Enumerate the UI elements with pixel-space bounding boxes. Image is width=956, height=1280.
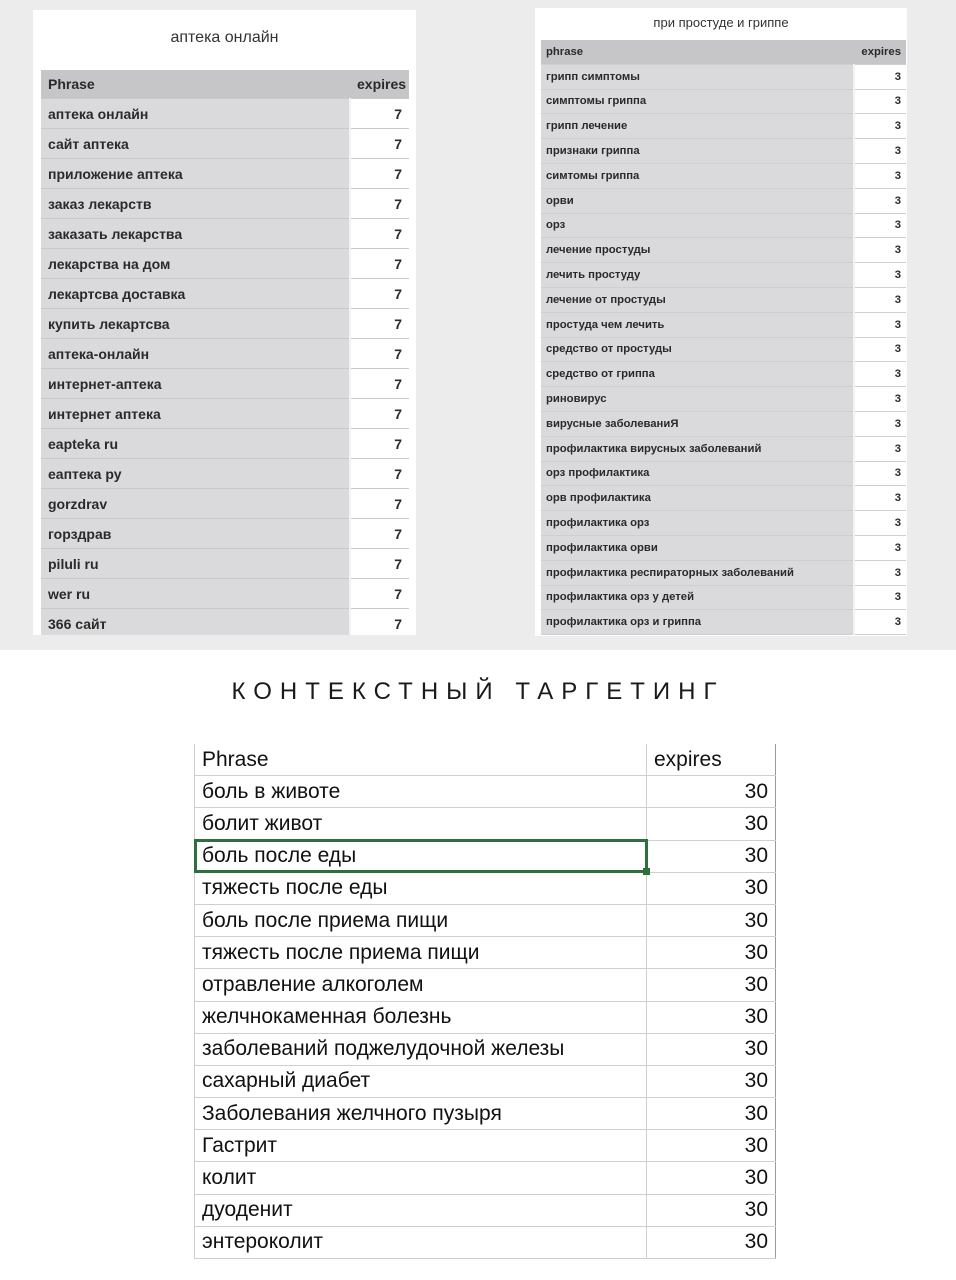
phrase-cell[interactable]: колит	[195, 1162, 647, 1194]
table-row	[195, 1130, 776, 1162]
expires-cell[interactable]: 3	[854, 486, 906, 511]
expires-cell[interactable]: 3	[854, 114, 906, 139]
table-row	[41, 369, 409, 399]
phrase-cell[interactable]: тяжесть после еды	[195, 872, 647, 904]
phrase-cell[interactable]: грипп симптомы	[541, 64, 854, 89]
phrase-cell[interactable]: средство от простуды	[541, 337, 854, 362]
expires-cell[interactable]: 30	[647, 1065, 776, 1097]
table-row	[541, 64, 906, 89]
table-row	[41, 339, 409, 369]
expires-cell[interactable]: 7	[350, 279, 409, 309]
phrase-cell[interactable]: профилактика орз и гриппа	[541, 610, 854, 635]
expires-cell[interactable]: 3	[854, 337, 906, 362]
column-header-phrase: Phrase	[41, 70, 350, 99]
expires-cell[interactable]: 7	[350, 549, 409, 579]
phrase-cell[interactable]: орз профилактика	[541, 461, 854, 486]
table-row	[41, 309, 409, 339]
expires-cell[interactable]: 7	[350, 249, 409, 279]
phrase-cell[interactable]: Гастрит	[195, 1130, 647, 1162]
table-row	[41, 549, 409, 579]
table-row	[195, 904, 776, 936]
phrase-cell[interactable]: заболеваний поджелудочной железы	[195, 1033, 647, 1065]
table-row	[41, 459, 409, 489]
table-row	[195, 872, 776, 904]
phrase-cell[interactable]: Заболевания желчного пузыря	[195, 1098, 647, 1130]
phrase-cell[interactable]: боль после еды	[195, 840, 647, 872]
table-row	[41, 519, 409, 549]
selection-fill-handle[interactable]	[643, 868, 650, 875]
expires-cell[interactable]: 7	[350, 99, 409, 129]
phrase-cell[interactable]: отравление алкоголем	[195, 969, 647, 1001]
table-row	[541, 89, 906, 114]
table-row	[541, 461, 906, 486]
table-row	[195, 937, 776, 969]
table-row	[195, 808, 776, 840]
expires-cell[interactable]: 3	[854, 387, 906, 412]
table-row	[541, 387, 906, 412]
expires-cell[interactable]: 30	[647, 1226, 776, 1258]
table-row	[41, 399, 409, 429]
expires-cell[interactable]: 3	[854, 238, 906, 263]
phrase-cell[interactable]: купить лекартсва	[41, 309, 350, 339]
table-header-row	[41, 70, 409, 99]
table-row	[195, 840, 776, 872]
expires-cell[interactable]: 7	[350, 489, 409, 519]
table-row	[541, 114, 906, 139]
expires-cell[interactable]: 7	[350, 339, 409, 369]
phrase-cell[interactable]: лекарства на дом	[41, 249, 350, 279]
phrase-cell[interactable]: горздрав	[41, 519, 350, 549]
expires-cell[interactable]: 7	[350, 399, 409, 429]
table-row	[41, 129, 409, 159]
context-targeting-panel	[0, 650, 956, 1280]
expires-cell[interactable]: 7	[350, 579, 409, 609]
expires-cell[interactable]: 3	[854, 511, 906, 536]
expires-cell[interactable]: 3	[854, 461, 906, 486]
phrase-cell[interactable]: интернет аптека	[41, 399, 350, 429]
expires-cell[interactable]: 3	[854, 287, 906, 312]
table-row	[41, 609, 409, 636]
table-row	[541, 188, 906, 213]
phrase-cell[interactable]: лечение простуды	[541, 238, 854, 263]
expires-cell[interactable]: 3	[854, 560, 906, 585]
phrase-cell[interactable]: средство от гриппа	[541, 362, 854, 387]
phrase-cell[interactable]: заказ лекарств	[41, 189, 350, 219]
section-heading: КОНТЕКСТНЫЙ ТАРГЕТИНГ	[231, 678, 725, 705]
table-row	[541, 411, 906, 436]
phrase-cell[interactable]: профилактика орз у детей	[541, 585, 854, 610]
table-row	[541, 287, 906, 312]
table-row	[541, 263, 906, 288]
table-row	[541, 486, 906, 511]
expires-cell[interactable]: 7	[350, 519, 409, 549]
table-row	[195, 1226, 776, 1258]
phrase-cell[interactable]: gorzdrav	[41, 489, 350, 519]
table-row	[195, 1194, 776, 1226]
phrase-cell[interactable]: риновирус	[541, 387, 854, 412]
table-row	[195, 1162, 776, 1194]
table-header-row	[541, 40, 906, 64]
table-row	[41, 579, 409, 609]
phrase-cell[interactable]: piluli ru	[41, 549, 350, 579]
expires-cell[interactable]: 30	[647, 1162, 776, 1194]
spreadsheet-table	[194, 744, 776, 1259]
phrase-cell[interactable]: дуоденит	[195, 1194, 647, 1226]
right-table	[541, 40, 906, 635]
expires-cell[interactable]: 30	[647, 904, 776, 936]
column-header-phrase: phrase	[541, 40, 854, 64]
phrase-cell[interactable]: энтероколит	[195, 1226, 647, 1258]
table-row	[41, 489, 409, 519]
expires-cell[interactable]: 3	[854, 312, 906, 337]
expires-cell[interactable]: 7	[350, 369, 409, 399]
expires-cell[interactable]: 3	[854, 411, 906, 436]
expires-cell[interactable]: 3	[854, 362, 906, 387]
phrase-cell[interactable]: простуда чем лечить	[541, 312, 854, 337]
expires-cell[interactable]: 7	[350, 159, 409, 189]
table-row	[41, 279, 409, 309]
phrase-cell[interactable]: лекартсва доставка	[41, 279, 350, 309]
phrase-cell[interactable]: боль в животе	[195, 776, 647, 808]
phrase-cell[interactable]: сахарный диабет	[195, 1065, 647, 1097]
phrase-cell[interactable]: профилактика вирусных заболеваний	[541, 436, 854, 461]
table-header-row	[195, 744, 776, 776]
table-row	[41, 159, 409, 189]
expires-cell[interactable]: 30	[647, 969, 776, 1001]
table-row	[41, 249, 409, 279]
table-row	[195, 1001, 776, 1033]
phrase-cell[interactable]: лечение от простуды	[541, 287, 854, 312]
table-row	[195, 776, 776, 808]
expires-cell[interactable]: 3	[854, 89, 906, 114]
expires-cell[interactable]: 30	[647, 937, 776, 969]
phrase-cell[interactable]: боль после приема пищи	[195, 904, 647, 936]
expires-cell[interactable]: 3	[854, 163, 906, 188]
expires-cell[interactable]: 30	[647, 1130, 776, 1162]
table-row	[541, 213, 906, 238]
expires-cell[interactable]: 3	[854, 535, 906, 560]
phrase-cell[interactable]: профилактика орви	[541, 535, 854, 560]
table-row	[541, 139, 906, 164]
left-table-title: аптека онлайн	[170, 29, 279, 46]
phrase-cell[interactable]: грипп лечение	[541, 114, 854, 139]
phrase-cell[interactable]: тяжесть после приема пищи	[195, 937, 647, 969]
table-row	[41, 429, 409, 459]
phrase-cell[interactable]: профилактика респираторных заболеваний	[541, 560, 854, 585]
table-row	[541, 337, 906, 362]
phrase-cell[interactable]: вирусные заболеваниЯ	[541, 411, 854, 436]
table-row	[41, 99, 409, 129]
left-table-panel	[33, 10, 416, 635]
table-row	[541, 560, 906, 585]
phrase-cell[interactable]: лечить простуду	[541, 263, 854, 288]
phrase-cell[interactable]: сайт аптека	[41, 129, 350, 159]
phrase-cell[interactable]: wer ru	[41, 579, 350, 609]
table-row	[195, 1033, 776, 1065]
expires-cell[interactable]: 7	[350, 609, 409, 636]
table-row	[541, 511, 906, 536]
phrase-cell[interactable]: eapteka ru	[41, 429, 350, 459]
right-table-panel	[535, 8, 907, 636]
left-table	[41, 70, 409, 635]
phrase-cell[interactable]: орз	[541, 213, 854, 238]
expires-cell[interactable]: 3	[854, 213, 906, 238]
phrase-cell[interactable]: еаптека ру	[41, 459, 350, 489]
phrase-cell[interactable]: симтомы гриппа	[541, 163, 854, 188]
table-row	[541, 163, 906, 188]
phrase-cell[interactable]: болит живот	[195, 808, 647, 840]
phrase-cell[interactable]: 366 сайт	[41, 609, 350, 636]
phrase-cell[interactable]: профилактика орз	[541, 511, 854, 536]
expires-cell[interactable]: 30	[647, 776, 776, 808]
table-row	[41, 189, 409, 219]
table-row	[195, 1098, 776, 1130]
expires-cell[interactable]: 3	[854, 64, 906, 89]
expires-cell[interactable]: 7	[350, 459, 409, 489]
phrase-cell[interactable]: интернет-аптека	[41, 369, 350, 399]
column-header-phrase[interactable]: Phrase	[195, 744, 647, 776]
expires-cell[interactable]: 3	[854, 188, 906, 213]
expires-cell[interactable]: 7	[350, 129, 409, 159]
table-row	[541, 312, 906, 337]
expires-cell[interactable]: 3	[854, 436, 906, 461]
column-header-expires: expires	[854, 40, 906, 64]
right-table-title: при простуде и гриппе	[653, 15, 789, 30]
phrase-cell[interactable]: аптека онлайн	[41, 99, 350, 129]
phrase-cell[interactable]: орви	[541, 188, 854, 213]
table-row	[195, 1065, 776, 1097]
phrase-cell[interactable]: заказать лекарства	[41, 219, 350, 249]
phrase-cell[interactable]: симптомы гриппа	[541, 89, 854, 114]
expires-cell[interactable]: 30	[647, 1001, 776, 1033]
table-row	[195, 969, 776, 1001]
table-row	[541, 610, 906, 635]
phrase-cell[interactable]: аптека-онлайн	[41, 339, 350, 369]
expires-cell[interactable]: 7	[350, 309, 409, 339]
column-header-expires[interactable]: expires	[647, 744, 776, 776]
expires-cell[interactable]: 30	[647, 872, 776, 904]
expires-cell[interactable]: 7	[350, 219, 409, 249]
table-row	[541, 535, 906, 560]
expires-cell[interactable]: 30	[647, 1194, 776, 1226]
expires-cell[interactable]: 3	[854, 610, 906, 635]
phrase-cell[interactable]: желчнокаменная болезнь	[195, 1001, 647, 1033]
phrase-cell[interactable]: приложение аптека	[41, 159, 350, 189]
expires-cell[interactable]: 30	[647, 840, 776, 872]
expires-cell[interactable]: 30	[647, 1098, 776, 1130]
phrase-cell[interactable]: орв профилактика	[541, 486, 854, 511]
expires-cell[interactable]: 30	[647, 808, 776, 840]
phrase-cell[interactable]: признаки гриппа	[541, 139, 854, 164]
table-row	[41, 219, 409, 249]
expires-cell[interactable]: 3	[854, 585, 906, 610]
expires-cell[interactable]: 7	[350, 189, 409, 219]
table-row	[541, 238, 906, 263]
expires-cell[interactable]: 30	[647, 1033, 776, 1065]
table-row	[541, 362, 906, 387]
expires-cell[interactable]: 3	[854, 263, 906, 288]
column-header-expires: expires	[350, 70, 409, 99]
expires-cell[interactable]: 7	[350, 429, 409, 459]
table-row	[541, 436, 906, 461]
table-row	[541, 585, 906, 610]
expires-cell[interactable]: 3	[854, 139, 906, 164]
